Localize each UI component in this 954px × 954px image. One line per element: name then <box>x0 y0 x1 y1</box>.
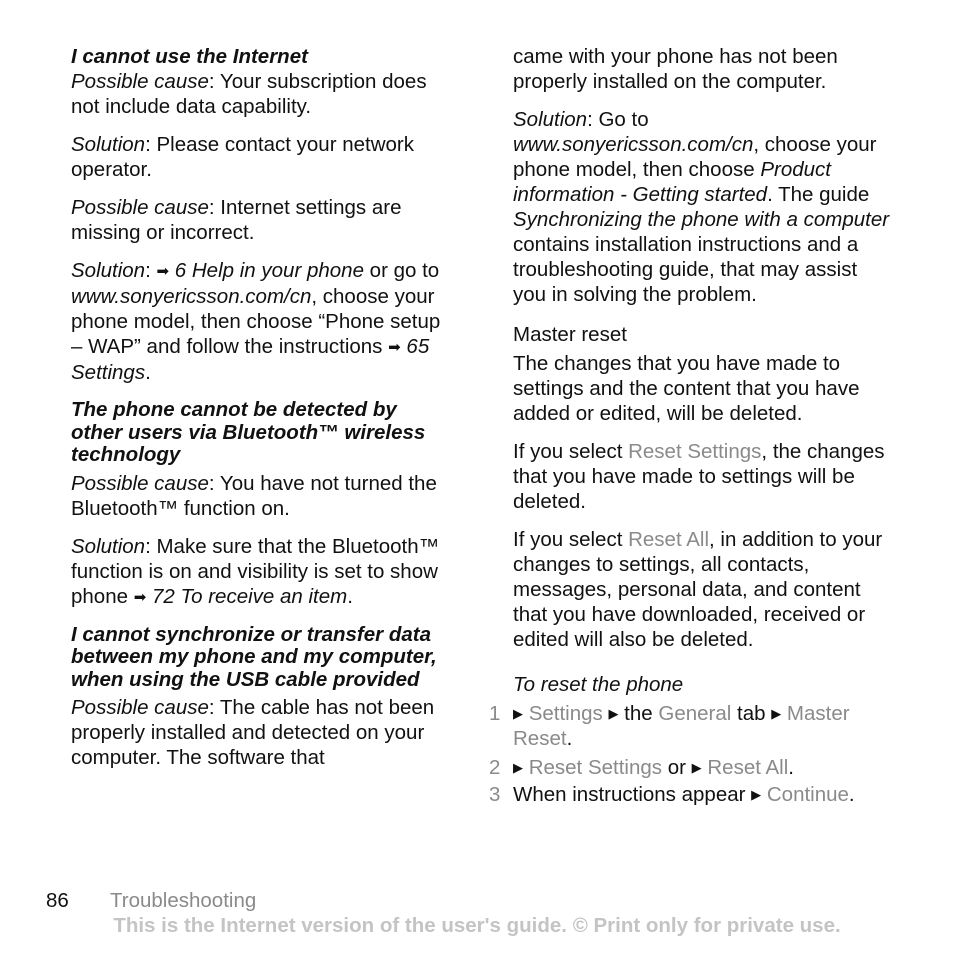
text: , choose your phone model, then choose <box>513 133 877 181</box>
left-column <box>71 44 453 783</box>
guide-title: Synchronizing the phone with a computer <box>513 208 890 231</box>
paragraph-cause-3 <box>71 471 453 521</box>
label: Possible cause <box>71 196 209 219</box>
menu-arrow-icon: ▶ <box>513 706 523 721</box>
ref-arrow-icon: ➡ <box>388 339 401 356</box>
url-link[interactable]: www.sonyericsson.com/cn <box>71 285 312 308</box>
text: : The cable has not been properly installed and detected on your computer. The software that <box>71 696 435 769</box>
paragraph-cause-1 <box>71 69 453 119</box>
text: . <box>788 756 794 779</box>
text: . <box>347 584 353 608</box>
menu-arrow-icon: ▶ <box>771 706 782 721</box>
paragraph-cause-2 <box>71 195 453 245</box>
text: . <box>848 783 855 806</box>
menu-continue: Continue <box>766 783 849 806</box>
text: the <box>618 702 659 725</box>
text: : <box>145 259 157 282</box>
label: Solution <box>513 108 588 131</box>
text: : Your subscription does not include data capability. <box>71 70 427 118</box>
text: : Please contact your network operator. <box>71 133 415 181</box>
step-number: 3 <box>489 783 501 806</box>
menu-reset-all: Reset All <box>707 756 789 779</box>
text: : Go to <box>587 108 649 131</box>
cross-reference-settings[interactable]: 65 Settings <box>71 335 430 384</box>
heading-sync: I cannot synchronize or transfer data between my phone and my computer, when using the USB cable provided <box>71 622 437 691</box>
text: If you select <box>513 440 629 463</box>
menu-settings: Settings <box>528 702 603 725</box>
ref-arrow-icon: ➡ <box>133 588 147 606</box>
paragraph-cause-4 <box>71 695 453 770</box>
menu-master-reset: Master Reset <box>513 702 850 750</box>
label: Solution <box>71 259 146 282</box>
text: : You have not turned the Bluetooth™ function on. <box>71 471 437 520</box>
cross-reference-help[interactable]: 6 Help in your phone <box>174 259 364 282</box>
paragraph-solution-sync <box>513 107 893 307</box>
ref-arrow-icon: ➡ <box>156 263 170 280</box>
menu-reset-settings: Reset Settings <box>628 440 762 463</box>
internet-version-notice: This is the Internet version of the user's guide. © Print only for private use. <box>113 914 841 937</box>
step-number: 1 <box>489 702 501 725</box>
menu-arrow-icon: ▶ <box>751 787 762 802</box>
cross-reference-receive[interactable]: 72 To receive an item <box>151 584 348 608</box>
text: or go to <box>363 259 440 282</box>
menu-reset-settings: Reset Settings <box>528 756 663 779</box>
text: : Internet settings are missing or incorrect. <box>71 196 402 244</box>
product-info-ref: Product information - Getting started <box>513 158 831 206</box>
label: Solution <box>71 133 146 156</box>
paragraph-continued: came with your phone has not been properly installed on the computer. <box>513 45 838 93</box>
text: or <box>662 756 692 779</box>
paragraph-master-1: The changes that you have made to settings and the content that you have added or edited, will be deleted. <box>513 352 860 425</box>
page-number: 86 <box>46 889 69 912</box>
text: If you select <box>513 528 629 551</box>
paragraph-solution-1 <box>71 132 453 182</box>
label: Possible cause <box>71 696 209 719</box>
reset-steps <box>489 701 893 807</box>
step-3 <box>489 782 893 807</box>
url-link[interactable]: www.sonyericsson.com/cn <box>513 133 754 156</box>
text: When instructions appear <box>513 783 752 806</box>
text: contains installation instructions and a troubleshooting guide, that may assist you in solving the problem. <box>513 233 859 306</box>
menu-arrow-icon: ▶ <box>608 706 619 721</box>
paragraph-master-2 <box>513 439 893 514</box>
text: . <box>145 361 151 384</box>
paragraph-solution-2 <box>71 258 453 385</box>
right-column <box>489 44 893 809</box>
text: tab <box>731 702 772 725</box>
label: Possible cause <box>71 471 209 495</box>
heading-bluetooth: The phone cannot be detected by other users via Bluetooth™ wireless technology <box>71 398 426 466</box>
step-number: 2 <box>489 756 501 779</box>
paragraph-solution-3 <box>71 534 453 610</box>
section-title: Troubleshooting <box>110 889 257 912</box>
step-2 <box>489 755 893 780</box>
heading-to-reset: To reset the phone <box>513 673 684 696</box>
step-1 <box>489 701 893 751</box>
text: , choose your phone model, then choose “Phone setup – WAP” and follow the instructions <box>71 285 441 358</box>
heading-cannot-use-internet: I cannot use the Internet <box>71 45 308 68</box>
paragraph-master-3 <box>513 527 893 652</box>
text: . <box>566 727 573 750</box>
menu-reset-all: Reset All <box>628 528 709 551</box>
text: . The guide <box>767 183 870 206</box>
label: Possible cause <box>71 70 209 93</box>
menu-arrow-icon: ▶ <box>691 760 702 775</box>
page-footer <box>46 889 256 913</box>
heading-master-reset: Master reset <box>513 323 627 346</box>
menu-general: General <box>658 702 732 725</box>
text: : Make sure that the Bluetooth™ function is on and visibility is set to show phone <box>71 534 440 608</box>
label: Solution <box>71 534 146 558</box>
menu-arrow-icon: ▶ <box>513 760 523 775</box>
text: , the changes that you have made to settings will be deleted. <box>513 440 885 513</box>
text: , in addition to your changes to settings, all contacts, messages, personal data, and content that you have downloaded, received or edited will also be deleted. <box>513 528 883 651</box>
